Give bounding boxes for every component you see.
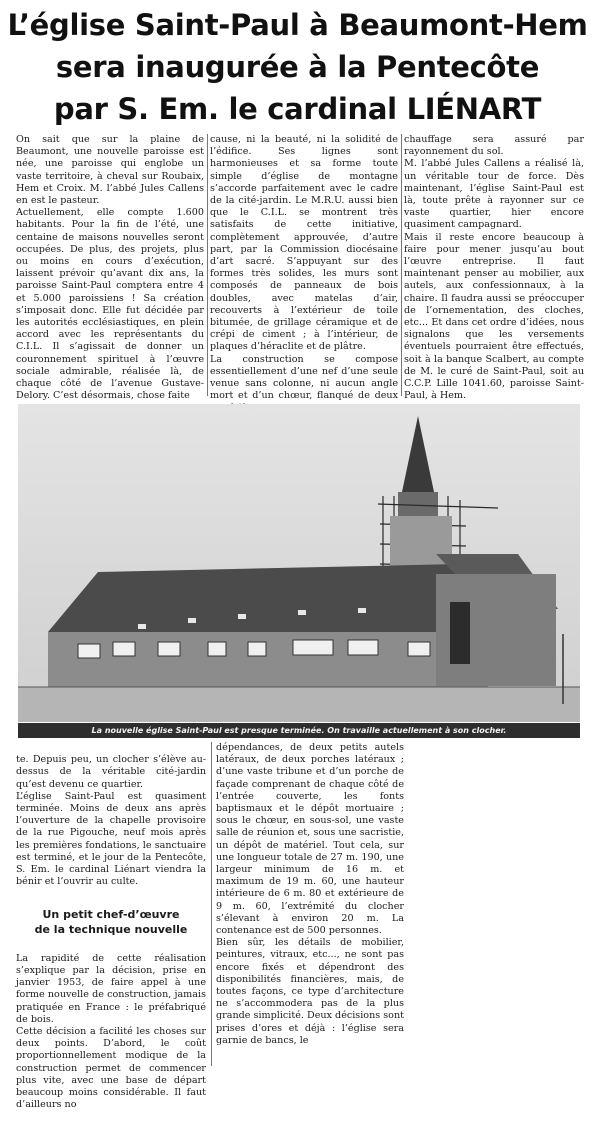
article-bottom-columns xyxy=(16,742,416,1111)
section-subheading xyxy=(16,907,206,937)
column-divider xyxy=(211,742,212,1066)
article-top-columns xyxy=(16,134,586,402)
article-column-1: On sait que sur la plaine de Beaumont, une nouvelle paroisse est née, une paroisse qui englobe un vaste territoire, à cheval sur Roubaix, Hem et Croix. M. l’abbé Jules Callens en est le pasteur. Actuellement, elle compte 1.600 habitants. Pour la fin de l’été, une centaine de maisons nouvelles seront occupées. De plus, des projets, plus ou moins en cours d’exécution, laissent prévoir qu’avant dix ans, la paroisse Saint-Paul comptera entre 4 et 5.000 paroissiens ! Sa création s’imposait donc. Elle fut décidée par les autorités ecclésiastiques, en plein accord avec les représentants du C.I.L. Il s’agissait de donner un couronnement spirituel à l’œuvre sociale admirable, réalisée là, de chaque côté de l’avenue Gustave-Delory. C’est désormais, chose faite xyxy=(16,134,204,402)
subheading-line-1: Un petit chef-d’œuvre xyxy=(42,907,180,921)
article-paragraph-intro: te. Depuis peu, un clocher s’élève au-dessus de la véritable cité-jardin qu’est devenu ce quartier. L’église Saint-Paul est quasiment terminée. Moins de deux ans après l’ouverture de la chapelle provisoire de la rue Pigouche, neuf mois après les premières fondations, le sanctuaire est terminé, et le jour de la Pentecôte, S. Em. le cardinal Liénart viendra la bénir et l’ouvrir au culte. xyxy=(16,754,206,888)
headline-line-1: L’église Saint-Paul à Beaumont-Hem xyxy=(7,8,588,42)
headline xyxy=(0,4,595,130)
article-column-5: dépendances, de deux petits autels latéraux, de deux porches latéraux ; d’une vaste tribune et d’un porche de façade comprenant de chaque côté de l’entrée couverte, les fonts baptismaux et le dépôt mortuaire ; sous le chœur, en sous-sol, une vaste salle de réunion et, sous une sacristie, un dépôt de matériel. Tout cela, sur une longueur totale de 27 m. 190, une largeur minimum de 16 m. et maximum de 19 m. 60, une hauteur intérieure de 6 m. 80 et extérieure de 9 m. 60, l’extrémité du clocher s’élevant à environ 20 m. La contenance est de 500 personnes. Bien sûr, les détails de mobilier, peintures, vitraux, etc..., ne sont pas encore fixés et dépendront des disponibilités financières, mais, de toutes façons, ce type d’architecture ne s’accommodera pas de la plus grande simplicité. Deux décisions sont prises d’ores et déjà : l’église sera garnie de bancs, le xyxy=(216,742,404,1046)
article-column-3: chauffage sera assuré par rayonnement du sol. M. l’abbé Jules Callens a réalisé là, un véritable tour de force. Dès maintenant, l’église Saint-Paul est là, toute prête à rayonner sur ce vaste quartier, hier encore quasiment campagnard. Mais il reste encore beaucoup à faire pour mener jusqu’au bout l’œuvre entreprise. Il faut maintenant penser au mobilier, aux autels, aux confessionnaux, à la chaire. Il faudra aussi se préoccuper de l’ornementation, des cloches, etc... Et dans cet ordre d’idées, nous signalons que les versements éventuels pourraient être effectués, soit à la banque Scalbert, au compte de M. le curé de Saint-Paul, soit au C.C.P. Lille 1041.60, paroisse Saint-Paul, à Hem. xyxy=(404,134,584,402)
subheading-line-2: de la technique nouvelle xyxy=(34,922,188,936)
article-column-4 xyxy=(16,742,206,1111)
column-divider xyxy=(207,134,208,396)
church-illustration xyxy=(18,404,580,722)
photo-caption: La nouvelle église Saint-Paul est presque terminée. On travaille actuellement à son clocher. xyxy=(18,723,580,738)
church-photo xyxy=(18,404,580,722)
article-paragraph-technique: La rapidité de cette réalisation s’explique par la décision, prise en janvier 1953, de faire appel à une forme nouvelle de construction, jamais pratiquée en France : le préfabriqué de bois. Cette décision a facilité les choses sur deux points. D’abord, le coût proportionnellement modique de la construction permet de commencer plus vite, avec une base de départ beaucoup moins considérable. Il faut d’ailleurs no xyxy=(16,952,206,1111)
headline-line-3: par S. Em. le cardinal LIÉNART xyxy=(53,92,542,126)
column-divider xyxy=(401,134,402,396)
headline-line-2: sera inaugurée à la Pentecôte xyxy=(55,50,540,84)
article-column-2: cause, ni la beauté, ni la solidité de l’édifice. Ses lignes sont harmonieuses et sa forme toute simple d’église de montagne s’accorde parfaitement avec le cadre de la cité-jardin. Le M.R.U. aussi bien que le C.I.L. se montrent très satisfaits de cette initiative, complètement approuvée, d’autre part, par la Commission diocésaine d’art sacré. S’appuyant sur des formes très solides, les murs sont composés de panneaux de bois doubles, avec matelas d’air, recouverts à l’extérieur de toile bitumée, de grillage céramique et de crépi de ciment ; à l’intérieur, de plaques d’héraclite et de plâtre. La construction se compose essentiellement d’une nef d’une seule venue sans colonne, ni aucun angle mort et d’un chœur, flanqué de deux xyxy=(210,134,398,402)
